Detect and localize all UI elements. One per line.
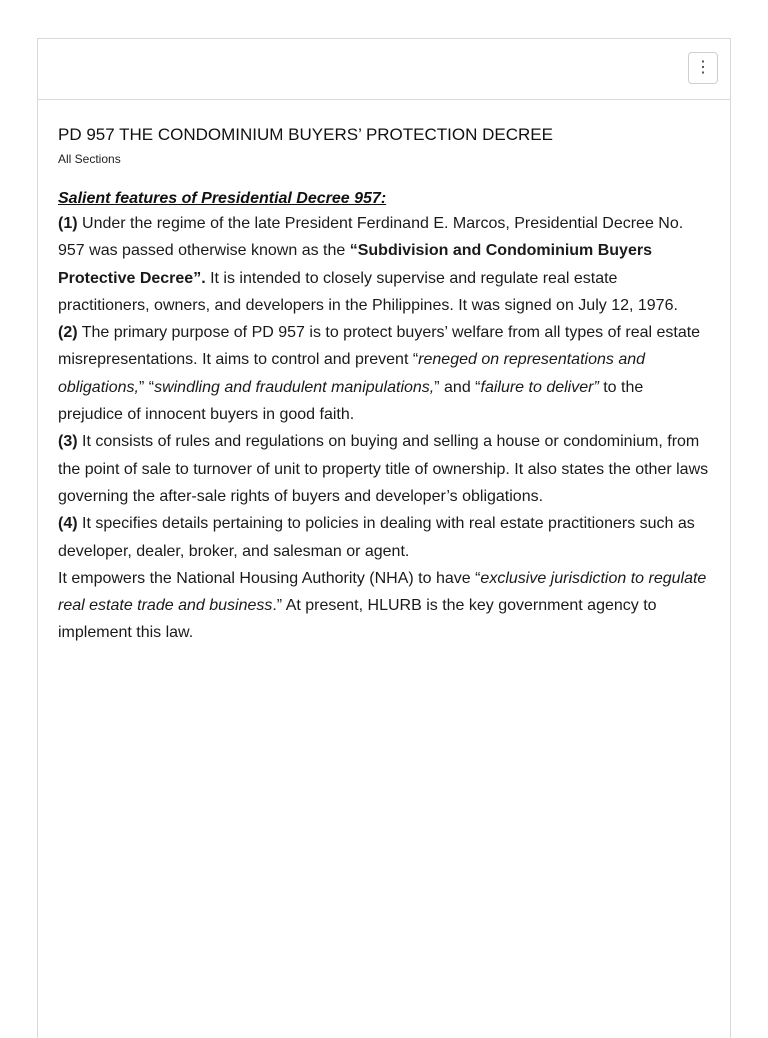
more-options-button[interactable] bbox=[688, 52, 718, 84]
document-subtitle: All Sections bbox=[58, 152, 121, 166]
paragraph-text: It consists of rules and regulations on buying and selling a house or condominium, from the point of sale to turnover of unit to property title of ownership. It also states the other laws governing the after-sale rights of buyers and developer’s obligations. bbox=[58, 433, 709, 505]
paragraph-4 bbox=[58, 510, 710, 565]
decree-name: “Subdivision and Condominium Buyers Protective Decree”. bbox=[58, 242, 652, 287]
quoted-phrase: exclusive jurisdiction to regulate real estate trade and business bbox=[58, 569, 707, 615]
paragraph-3 bbox=[58, 428, 710, 510]
document-card bbox=[37, 38, 731, 1038]
paragraph-text: Under the regime of the late President Ferdinand E. Marcos, Presidential Decree No. 957 was passed otherwise known as the bbox=[58, 215, 684, 260]
paragraph-number: (1) bbox=[58, 215, 78, 232]
paragraph-1 bbox=[58, 210, 710, 319]
salient-features-heading: Salient features of Presidential Decree 957: bbox=[58, 190, 387, 207]
quoted-phrase: reneged on representations and obligations, bbox=[58, 351, 646, 396]
document-toolbar bbox=[38, 39, 730, 100]
document-content bbox=[38, 100, 730, 647]
paragraph-text: to the prejudice of innocent buyers in good faith. bbox=[58, 378, 644, 424]
paragraph-text: ” and “ bbox=[434, 378, 481, 396]
paragraph-number: (2) bbox=[58, 324, 78, 342]
paragraph-text: ” “ bbox=[138, 378, 155, 396]
paragraph-text: .” At present, HLURB is the key government agency to implement this law. bbox=[58, 597, 657, 642]
paragraph-number: (4) bbox=[58, 515, 78, 533]
paragraph-text: The primary purpose of PD 957 is to protect buyers’ welfare from all types of real estate misrepresentations. It aims to control and prevent “ bbox=[58, 324, 701, 369]
paragraph-2 bbox=[58, 319, 710, 428]
paragraph-number: (3) bbox=[58, 433, 78, 451]
paragraph-text: It is intended to closely supervise and regulate real estate practitioners, owners, and developers in the Philippines. It was signed on July 12, 1976. bbox=[58, 269, 678, 314]
paragraph-5 bbox=[58, 565, 710, 647]
paragraph-text: It empowers the National Housing Authority (NHA) to have “ bbox=[58, 569, 481, 587]
more-vertical-icon: ⋮ bbox=[695, 59, 711, 76]
document-title: PD 957 THE CONDOMINIUM BUYERS’ PROTECTION DECREE bbox=[58, 125, 553, 144]
paragraph-text: It specifies details pertaining to policies in dealing with real estate practitioners such as developer, dealer, broker, and salesman or agent. bbox=[58, 515, 695, 560]
quoted-phrase: swindling and fraudulent manipulations, bbox=[154, 378, 435, 396]
quoted-phrase: failure to deliver” bbox=[480, 378, 599, 396]
